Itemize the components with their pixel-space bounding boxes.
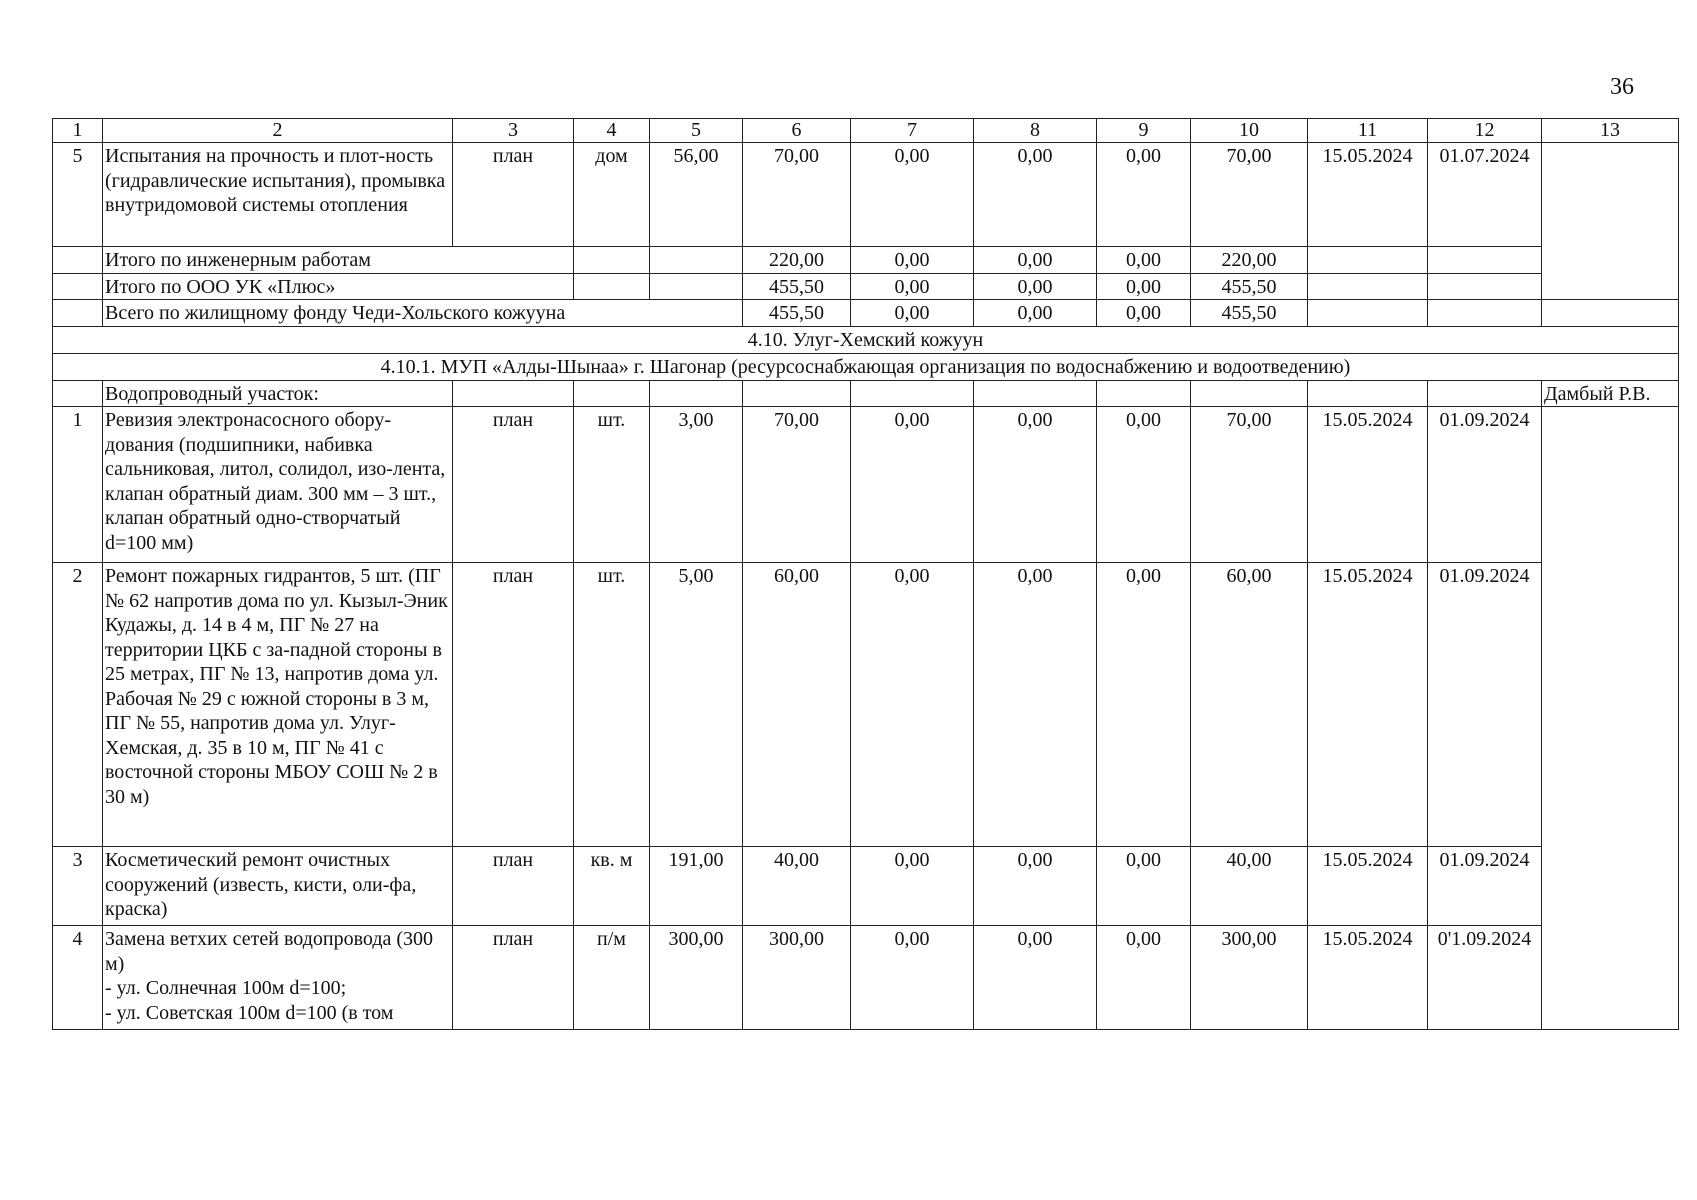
end-date: 01.09.2024 <box>1428 847 1542 926</box>
row-number: 4 <box>53 926 103 1030</box>
total-row <box>53 273 1679 300</box>
responsible-person: Дамбый Р.В. <box>1542 380 1679 407</box>
subsection-title: 4.10.1. МУП «Алды-Шынаа» г. Шагонар (ресурсоснабжающая организация по водоснабжению и водоотведению) <box>53 353 1679 380</box>
group-row <box>53 380 1679 407</box>
work-description: Испытания на прочность и плот-ность (гидравлические испытания), промывка внутридомовой системы отопления <box>103 143 453 247</box>
row-number: 2 <box>53 563 103 847</box>
col-header-10: 10 <box>1191 119 1308 143</box>
col-header-6: 6 <box>743 119 851 143</box>
work-description-line: Замена ветхих сетей водопровода (300 м) <box>105 928 434 975</box>
value-col-9: 0,00 <box>1097 926 1191 1030</box>
work-plan-table <box>52 118 1679 1030</box>
total-col-7: 0,00 <box>851 300 974 327</box>
group-label: Водопроводный участок: <box>103 380 453 407</box>
total-col-7: 0,00 <box>851 273 974 300</box>
quantity: 3,00 <box>650 407 743 563</box>
value-col-8: 0,00 <box>974 563 1097 847</box>
row-number: 5 <box>53 143 103 247</box>
plan-type: план <box>453 143 574 247</box>
total-col-10: 455,50 <box>1191 273 1308 300</box>
total-col-10: 220,00 <box>1191 247 1308 274</box>
table-row <box>53 926 1679 1030</box>
value-col-6: 70,00 <box>743 143 851 247</box>
value-col-10: 70,00 <box>1191 407 1308 563</box>
total-label: Итого по ООО УК «Плюс» <box>103 273 574 300</box>
total-col-6: 455,50 <box>743 300 851 327</box>
section-row <box>53 326 1679 353</box>
grand-total-row <box>53 300 1679 327</box>
work-description: Ремонт пожарных гидрантов, 5 шт. (ПГ № 62 напротив дома по ул. Кызыл-Эник Кудажы, д. 14 в 4 м, ПГ № 27 на территории ЦКБ с за-падной стороны в 25 метрах, ПГ № 13, напротив дома ул. Рабочая № 29 с южной стороны в 3 м, ПГ № 55, напротив дома ул. Улуг-Хемская, д. 35 в 10 м, ПГ № 41 с восточной стороны МБОУ СОШ № 2 в 30 м) <box>103 563 453 847</box>
value-col-7: 0,00 <box>851 847 974 926</box>
total-col-6: 220,00 <box>743 247 851 274</box>
plan-type: план <box>453 847 574 926</box>
work-description: Косметический ремонт очистных сооружений (известь, кисти, оли-фа, краска) <box>103 847 453 926</box>
col-header-2: 2 <box>103 119 453 143</box>
value-col-6: 40,00 <box>743 847 851 926</box>
quantity: 300,00 <box>650 926 743 1030</box>
value-col-7: 0,00 <box>851 563 974 847</box>
start-date: 15.05.2024 <box>1308 143 1428 247</box>
total-label: Итого по инженерным работам <box>103 247 574 274</box>
col-header-3: 3 <box>453 119 574 143</box>
value-col-7: 0,00 <box>851 926 974 1030</box>
end-date: 01.07.2024 <box>1428 143 1542 247</box>
value-col-9: 0,00 <box>1097 407 1191 563</box>
col-header-4: 4 <box>574 119 650 143</box>
total-col-7: 0,00 <box>851 247 974 274</box>
quantity: 191,00 <box>650 847 743 926</box>
value-col-7: 0,00 <box>851 143 974 247</box>
unit: дом <box>574 143 650 247</box>
start-date: 15.05.2024 <box>1308 847 1428 926</box>
total-col-6: 455,50 <box>743 273 851 300</box>
value-col-9: 0,00 <box>1097 847 1191 926</box>
table-row <box>53 407 1679 563</box>
grand-total-label: Всего по жилищному фонду Чеди-Хольского кожууна <box>103 300 743 327</box>
responsible-empty <box>1542 143 1679 300</box>
value-col-10: 300,00 <box>1191 926 1308 1030</box>
work-description-line: - ул. Солнечная 100м d=100; <box>105 977 347 999</box>
unit: кв. м <box>574 847 650 926</box>
value-col-8: 0,00 <box>974 926 1097 1030</box>
total-col-9: 0,00 <box>1097 273 1191 300</box>
responsible-empty <box>1542 407 1679 1030</box>
unit: шт. <box>574 407 650 563</box>
col-header-1: 1 <box>53 119 103 143</box>
table-row <box>53 563 1679 847</box>
end-date: 01.09.2024 <box>1428 563 1542 847</box>
section-title: 4.10. Улуг-Хемский кожуун <box>53 326 1679 353</box>
plan-type: план <box>453 926 574 1030</box>
value-col-8: 0,00 <box>974 143 1097 247</box>
value-col-6: 300,00 <box>743 926 851 1030</box>
end-date: 01.09.2024 <box>1428 407 1542 563</box>
col-header-12: 12 <box>1428 119 1542 143</box>
table-row <box>53 143 1679 247</box>
col-header-5: 5 <box>650 119 743 143</box>
value-col-8: 0,00 <box>974 407 1097 563</box>
col-header-9: 9 <box>1097 119 1191 143</box>
total-col-8: 0,00 <box>974 300 1097 327</box>
end-date: 0'1.09.2024 <box>1428 926 1542 1030</box>
value-col-6: 60,00 <box>743 563 851 847</box>
work-description: Ревизия электронасосного обору-дования (подшипники, набивка сальниковая, литол, солидол, изо-лента, клапан обратный диам. 300 мм – 3 шт., клапан обратный одно-створчатый d=100 мм) <box>103 407 453 563</box>
work-description <box>103 926 453 1030</box>
total-col-10: 455,50 <box>1191 300 1308 327</box>
table-row <box>53 847 1679 926</box>
total-col-8: 0,00 <box>974 247 1097 274</box>
total-row <box>53 247 1679 274</box>
unit: п/м <box>574 926 650 1030</box>
value-col-10: 40,00 <box>1191 847 1308 926</box>
total-col-8: 0,00 <box>974 273 1097 300</box>
quantity: 5,00 <box>650 563 743 847</box>
col-header-13: 13 <box>1542 119 1679 143</box>
value-col-9: 0,00 <box>1097 143 1191 247</box>
value-col-6: 70,00 <box>743 407 851 563</box>
col-header-7: 7 <box>851 119 974 143</box>
col-header-8: 8 <box>974 119 1097 143</box>
total-col-9: 0,00 <box>1097 247 1191 274</box>
start-date: 15.05.2024 <box>1308 407 1428 563</box>
plan-type: план <box>453 407 574 563</box>
row-number: 1 <box>53 407 103 563</box>
column-number-row <box>53 119 1679 143</box>
row-number: 3 <box>53 847 103 926</box>
page-number: 36 <box>1610 74 1634 100</box>
value-col-8: 0,00 <box>974 847 1097 926</box>
value-col-7: 0,00 <box>851 407 974 563</box>
value-col-9: 0,00 <box>1097 563 1191 847</box>
quantity: 56,00 <box>650 143 743 247</box>
unit: шт. <box>574 563 650 847</box>
plan-type: план <box>453 563 574 847</box>
total-col-9: 0,00 <box>1097 300 1191 327</box>
work-description-line: - ул. Советская 100м d=100 (в том <box>105 1001 394 1024</box>
subsection-row <box>53 353 1679 380</box>
col-header-11: 11 <box>1308 119 1428 143</box>
start-date: 15.05.2024 <box>1308 926 1428 1030</box>
value-col-10: 60,00 <box>1191 563 1308 847</box>
start-date: 15.05.2024 <box>1308 563 1428 847</box>
value-col-10: 70,00 <box>1191 143 1308 247</box>
